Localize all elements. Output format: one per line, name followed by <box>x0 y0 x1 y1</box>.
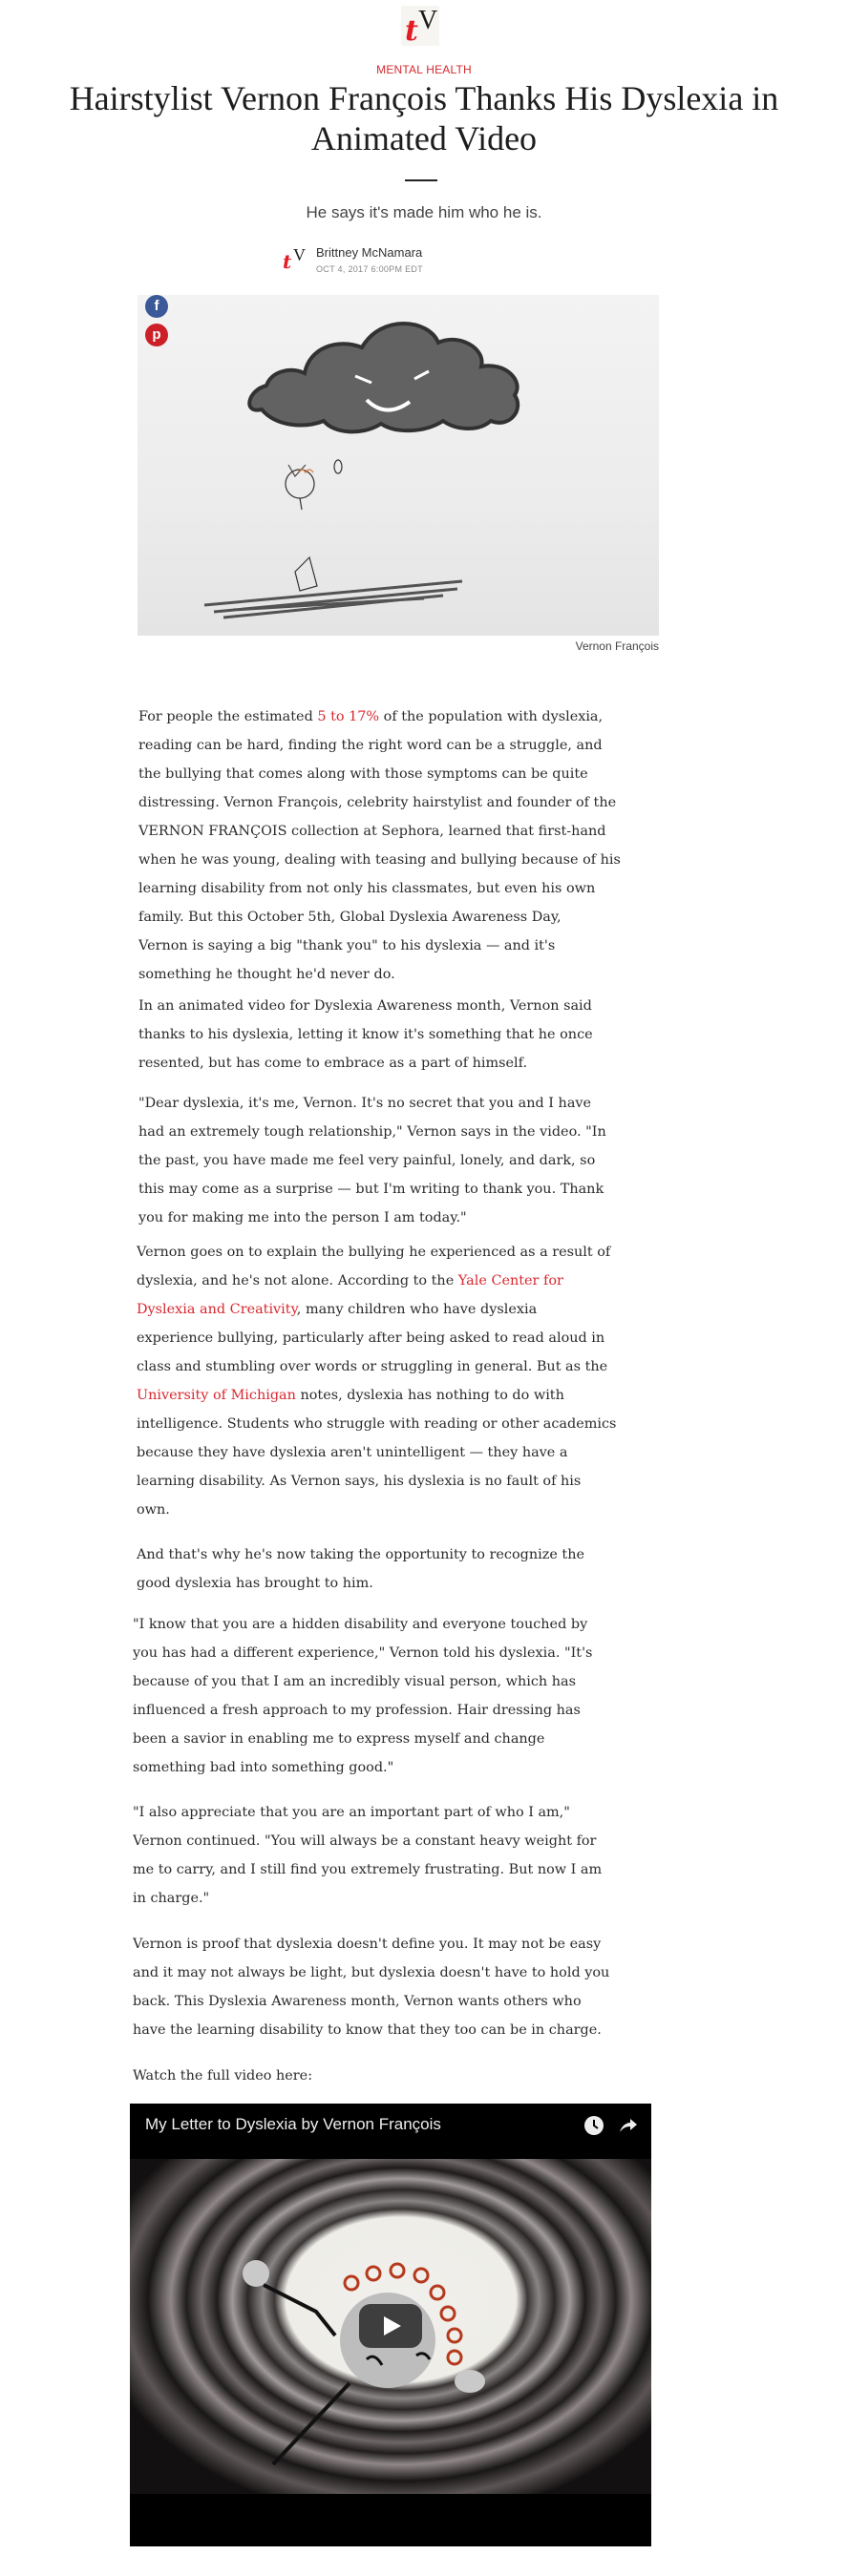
text-line: dyslexia, and he's not alone. According to the Yale Center for <box>137 1273 563 1288</box>
video-title[interactable]: My Letter to Dyslexia by Vernon François <box>145 2115 441 2133</box>
text-line: Vernon continued. "You will always be a constant heavy weight for <box>133 1833 597 1849</box>
paragraph-3-quote <box>138 1089 673 1232</box>
publish-date: OCT 4, 2017 6:00PM EDT <box>316 264 423 274</box>
text-line: something bad into something good." <box>133 1760 394 1775</box>
text-line: had an extremely tough relationship," Vernon says in the video. "In <box>138 1124 606 1140</box>
section-kicker[interactable]: MENTAL HEALTH <box>376 63 472 76</box>
text-line: reading can be hard, finding the right word can be a struggle, and <box>138 738 603 753</box>
text-line: distressing. Vernon François, celebrity hairstylist and founder of the <box>138 795 617 810</box>
text-line: own. <box>137 1502 170 1518</box>
text-line: resented, but has come to embrace as a part of himself. <box>138 1056 528 1071</box>
right-hand <box>455 2370 485 2393</box>
text-line: you has had a different experience," Vernon told his dyslexia. "It's <box>133 1645 593 1661</box>
stick-figure <box>286 460 342 591</box>
headline-divider <box>405 179 437 181</box>
paragraph-1 <box>138 702 673 989</box>
text-line: Vernon is proof that dyslexia doesn't define you. It may not be easy <box>133 1937 602 1952</box>
hero-image <box>138 295 659 636</box>
text-line: In an animated video for Dyslexia Awareness month, Vernon said <box>138 998 592 1014</box>
left-hand <box>243 2260 269 2287</box>
storm-cloud <box>249 324 518 431</box>
paragraph-8 <box>133 1930 668 2044</box>
paragraph-6-quote <box>133 1610 668 1782</box>
text-line: been a savior in enabling me to express myself and change <box>133 1731 545 1747</box>
scribble-ground <box>204 581 462 618</box>
university-of-michigan-link[interactable]: University of Michigan <box>137 1388 296 1403</box>
video-embed[interactable] <box>130 2104 651 2546</box>
site-logo[interactable] <box>401 6 439 46</box>
text-line: the bullying that comes along with those symptoms can be quite <box>138 766 588 782</box>
text-line: University of Michigan notes, dyslexia has nothing to do with <box>137 1388 564 1403</box>
text-line: influenced a fresh approach to my profession. Hair dressing has <box>133 1703 581 1718</box>
logo-t: t <box>405 14 418 48</box>
text-line: Watch the full video here: <box>133 2068 313 2084</box>
text-line: and it may not always be light, but dyslexia doesn't have to hold you <box>133 1965 610 1980</box>
author-avatar <box>283 246 309 273</box>
text-line: the past, you have made me feel very painful, lonely, and dark, so <box>138 1153 596 1168</box>
stat-link[interactable]: 5 to 17% <box>317 709 380 724</box>
text-line: have the learning disability to know that they too can be in charge. <box>133 2022 602 2038</box>
text-line: something he thought he'd never do. <box>138 967 395 982</box>
play-button[interactable] <box>359 2304 422 2348</box>
text-line: thanks to his dyslexia, letting it know it's something that he once <box>138 1027 593 1042</box>
text-line: intelligence. Students who struggle with reading or other academics <box>137 1416 617 1432</box>
text-line: learning disability from not only his classmates, but even his own <box>138 881 596 896</box>
text-line: because of you that I am an incredibly visual person, which has <box>133 1674 576 1689</box>
text-line: And that's why he's now taking the opportunity to recognize the <box>137 1547 584 1562</box>
text-line: Dyslexia and Creativity, many children who have dyslexia <box>137 1302 538 1317</box>
facebook-share-button[interactable]: f <box>145 295 168 318</box>
share-icon[interactable] <box>617 2115 638 2136</box>
photo-credit: Vernon François <box>575 639 659 653</box>
text-line: For people the estimated 5 to 17% of the population with dyslexia, <box>138 709 604 724</box>
text-line: VERNON FRANÇOIS collection at Sephora, learned that first-hand <box>138 824 606 839</box>
yale-center-link[interactable]: Yale Center for <box>457 1273 563 1288</box>
yale-center-link-cont[interactable]: Dyslexia and Creativity <box>137 1302 297 1317</box>
logo-v: V <box>418 6 438 35</box>
article-dek: He says it's made him who he is. <box>306 203 542 221</box>
paragraph-5 <box>137 1540 671 1598</box>
text-line: learning disability. As Vernon says, his dyslexia is no fault of his <box>137 1474 582 1489</box>
text-line: this may come as a surprise — but I'm writing to thank you. Thank <box>138 1182 604 1197</box>
text-line: because they have dyslexia aren't unintelligent — they have a <box>137 1445 568 1460</box>
pinterest-share-button[interactable]: p <box>145 324 168 346</box>
text-line: back. This Dyslexia Awareness month, Vernon wants others who <box>133 1994 582 2009</box>
paragraph-4 <box>137 1238 631 1524</box>
paragraph-9 <box>133 2062 668 2090</box>
video-thumbnail[interactable] <box>130 2159 651 2494</box>
avatar-logo-t: t <box>283 250 292 273</box>
text-line: Vernon is saying a big "thank you" to his dyslexia — and it's <box>138 938 556 953</box>
text-line: "Dear dyslexia, it's me, Vernon. It's no secret that you and I have <box>138 1096 592 1111</box>
text-line: in charge." <box>133 1891 210 1906</box>
text-line: class and stumbling over words or struggling in general. But as the <box>137 1359 608 1374</box>
author-name[interactable]: Brittney McNamara <box>316 245 423 260</box>
text-line: you for making me into the person I am today." <box>138 1210 467 1225</box>
text-line: "I know that you are a hidden disability and everyone touched by <box>133 1617 588 1632</box>
text-line: Vernon goes on to explain the bullying he experienced as a result of <box>137 1245 611 1260</box>
cloud-drawing-illustration <box>138 295 659 636</box>
arm-lines <box>264 2285 350 2464</box>
avatar-logo-v: V <box>293 245 306 264</box>
text-line: good dyslexia has brought to him. <box>137 1576 373 1591</box>
text-line: experience bullying, particularly after being asked to read aloud in <box>137 1330 605 1346</box>
text-line: me to carry, and I still find you extremely frustrating. But now I am <box>133 1862 603 1877</box>
text-line: when he was young, dealing with teasing and bullying because of his <box>138 852 621 868</box>
paragraph-2 <box>138 992 673 1078</box>
text-line: family. But this October 5th, Global Dyslexia Awareness Day, <box>138 910 562 925</box>
text-line: "I also appreciate that you are an important part of who I am," <box>133 1805 570 1820</box>
paragraph-7-quote <box>133 1798 668 1913</box>
watch-later-icon[interactable] <box>583 2115 604 2136</box>
page-title: Hairstylist Vernon François Thanks His Dyslexia in Animated Video <box>69 79 779 157</box>
